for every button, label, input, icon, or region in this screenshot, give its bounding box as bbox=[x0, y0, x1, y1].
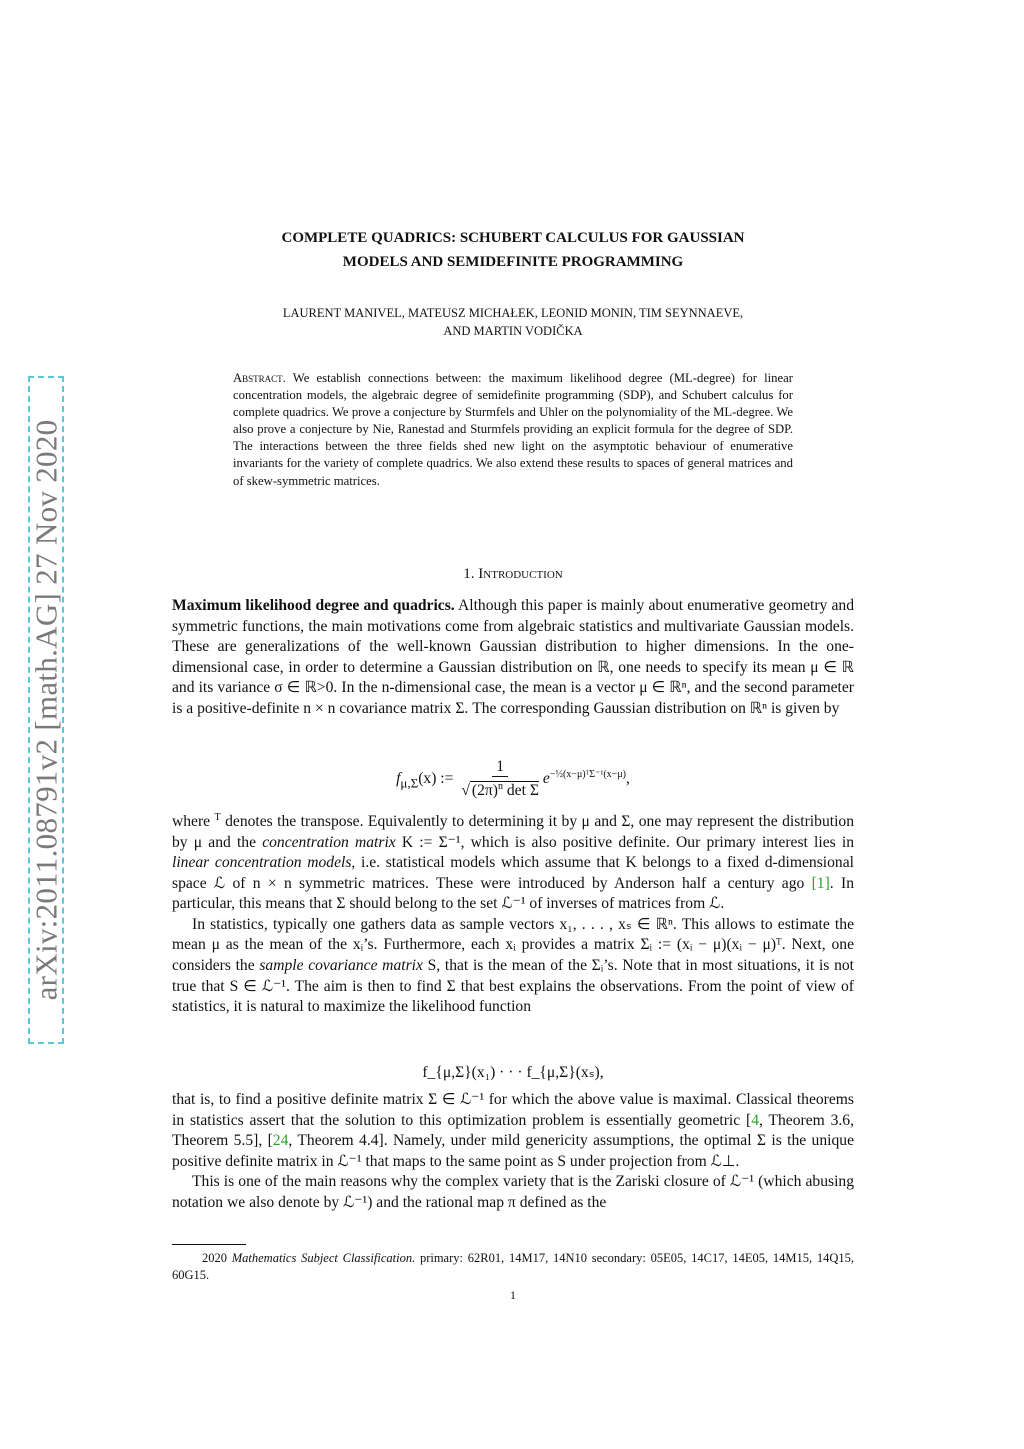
title-line-2: MODELS AND SEMIDEFINITE PROGRAMMING bbox=[342, 254, 684, 270]
paragraph-1-text: Although this paper is mainly about enumerative geometry and symmetric functions, the main motivations come from algebraic statistics and multivariate Gaussian models. These are generalizations of the well-known Gaussian distribution to higher dimensions. In the one-dimensional case, in order to determine a Gaussian distribution on ℝ, one needs to specify its mean μ ∈ ℝ and its variance σ ∈ ℝ>0. In the n-dimensional case, the mean is a vector μ ∈ ℝⁿ, and the second parameter is a positive-definite n × n covariance matrix Σ. The corresponding Gaussian distribution on ℝⁿ is given by bbox=[172, 597, 854, 717]
section-heading bbox=[172, 566, 854, 583]
abstract bbox=[233, 370, 793, 490]
citation-link[interactable]: 4 bbox=[751, 1111, 760, 1129]
citation-link[interactable]: 24 bbox=[272, 1132, 289, 1150]
likelihood-formula: f_{μ,Σ}(x₁) · · · f_{μ,Σ}(xₛ), bbox=[422, 1064, 604, 1081]
paragraph-3: In statistics, typically one gathers data as sample vectors x₁, . . . , xₛ ∈ ℝⁿ. This allows to estimate the mean μ as the mean of the xᵢ’s. Furthermore, each xᵢ provides a matrix Σᵢ := (xᵢ − μ)(xᵢ − μ)ᵀ. Next, one considers the sample covariance matrix S, that is the mean of the Σᵢ’s. Note that in most situations, it is not true that S ∈ ℒ⁻¹. The aim is then to find Σ that best explains the observations. From the point of view of statistics, it is natural to maximize the likelihood function bbox=[172, 915, 854, 1016]
section-title: Introduction bbox=[478, 566, 563, 582]
gaussian-density-formula: $f_{\mu,\Sigma}(x)$ := $\frac{1}{√ (2\pi)^n \det \Sigma}$ $e^{-\frac{1}{2}(x-\mu)ᵀ\Sigma^{-1}(x-\mu)}$, bbox=[396, 758, 630, 800]
arxiv-stamp bbox=[28, 376, 64, 1044]
authors-line-2: AND MARTIN VODIČKA bbox=[443, 324, 583, 338]
citation-link[interactable]: [1] bbox=[811, 874, 830, 892]
paragraph-4: that is, to find a positive definite matrix Σ ∈ ℒ⁻¹ for which the above value is maximal. Classical theorems in statistics assert that the solution to this optimization problem is essentially geometric [4, Theorem 3.6, Theorem 5.5], [24, Theorem 4.4]. Namely, under mild genericity assumptions, the optimal Σ is the unique positive definite matrix in ℒ⁻¹ that maps to the same point as S under projection from ℒ⊥. This is one of the main reasons why the complex variety that is the Zariski closure of ℒ⁻¹ (which abusing notation we also denote by ℒ⁻¹) and the rational map π defined as the bbox=[172, 1090, 854, 1213]
arxiv-stamp-text: arXiv:2011.08791v2 [math.AG] 27 Nov 2020 bbox=[28, 419, 63, 1001]
abstract-text: We establish connections between: the maximum likelihood degree (ML-degree) for linear concentration models, the algebraic degree of semidefinite programming (SDP), and Schubert calculus for complete quadrics. We prove a conjecture by Sturmfels and Uhler on the polynomiality of the ML-degree. We also prove a conjecture by Nie, Ranestad and Sturmfels providing an explicit formula for the degree of SDP. The interactions between the three fields shed new light on the asymptotic behaviour of enumerative invariants for the variety of complete quadrics. We also extend these results to spaces of general matrices and of skew-symmetric matrices. bbox=[233, 371, 793, 488]
footnote: 2020 Mathematics Subject Classification. primary: 62R01, 14M17, 14N10 secondary: 05E05, 14C17, 14E05, 14M15, 14Q15, 60G15. bbox=[172, 1251, 854, 1282]
authors bbox=[172, 304, 854, 340]
paragraph-5: This is one of the main reasons why the complex variety that is the Zariski closure of ℒ⁻¹ (which abusing notation we also denote by ℒ⁻¹) and the rational map π defined as the bbox=[172, 1173, 854, 1211]
formula-fraction: $\frac{1}{√ (2\pi)^n \det \Sigma}$ bbox=[461, 758, 539, 800]
paper-title bbox=[172, 226, 854, 274]
page-number: 1 bbox=[510, 1288, 516, 1302]
abstract-label: Abstract. bbox=[233, 371, 286, 385]
paragraph-1 bbox=[172, 596, 854, 719]
title-line-1: COMPLETE QUADRICS: SCHUBERT CALCULUS FOR GAUSSIAN bbox=[281, 230, 745, 246]
paragraph-2: where $^T$ denotes the transpose. Equivalently to determining it by μ and Σ, one may represent the distribution by μ and the concentration matrix K := Σ⁻¹, which is also positive definite. Our primary interest lies in linear concentration models, i.e. statistical models which assume that K belongs to a fixed d-dimensional space ℒ of n × n symmetric matrices. These were introduced by Anderson half a century ago [1]. In particular, this means that Σ should belong to the set ℒ⁻¹ of inverses of matrices from ℒ. In statistics, typically one gathers data as sample vectors x₁, . . . , xₛ ∈ ℝⁿ. This allows to estimate the mean μ as the mean of the xᵢ’s. Furthermore, each xᵢ provides a matrix Σᵢ := (xᵢ − μ)(xᵢ − μ)ᵀ. Next, one considers the sample covariance matrix S, that is the mean of the Σᵢ’s. Note that in most situations, it is not true that S ∈ ℒ⁻¹. The aim is then to find Σ that best explains the observations. From the point of view of statistics, it is natural to maximize the likelihood function bbox=[172, 808, 854, 1018]
authors-line-1: LAURENT MANIVEL, MATEUSZ MICHAŁEK, LEONID MONIN, TIM SEYNNAEVE, bbox=[282, 306, 744, 320]
footnote-rule bbox=[172, 1244, 246, 1245]
paragraph-heading: Maximum likelihood degree and quadrics. bbox=[172, 597, 455, 614]
section-number: 1. bbox=[463, 566, 475, 582]
